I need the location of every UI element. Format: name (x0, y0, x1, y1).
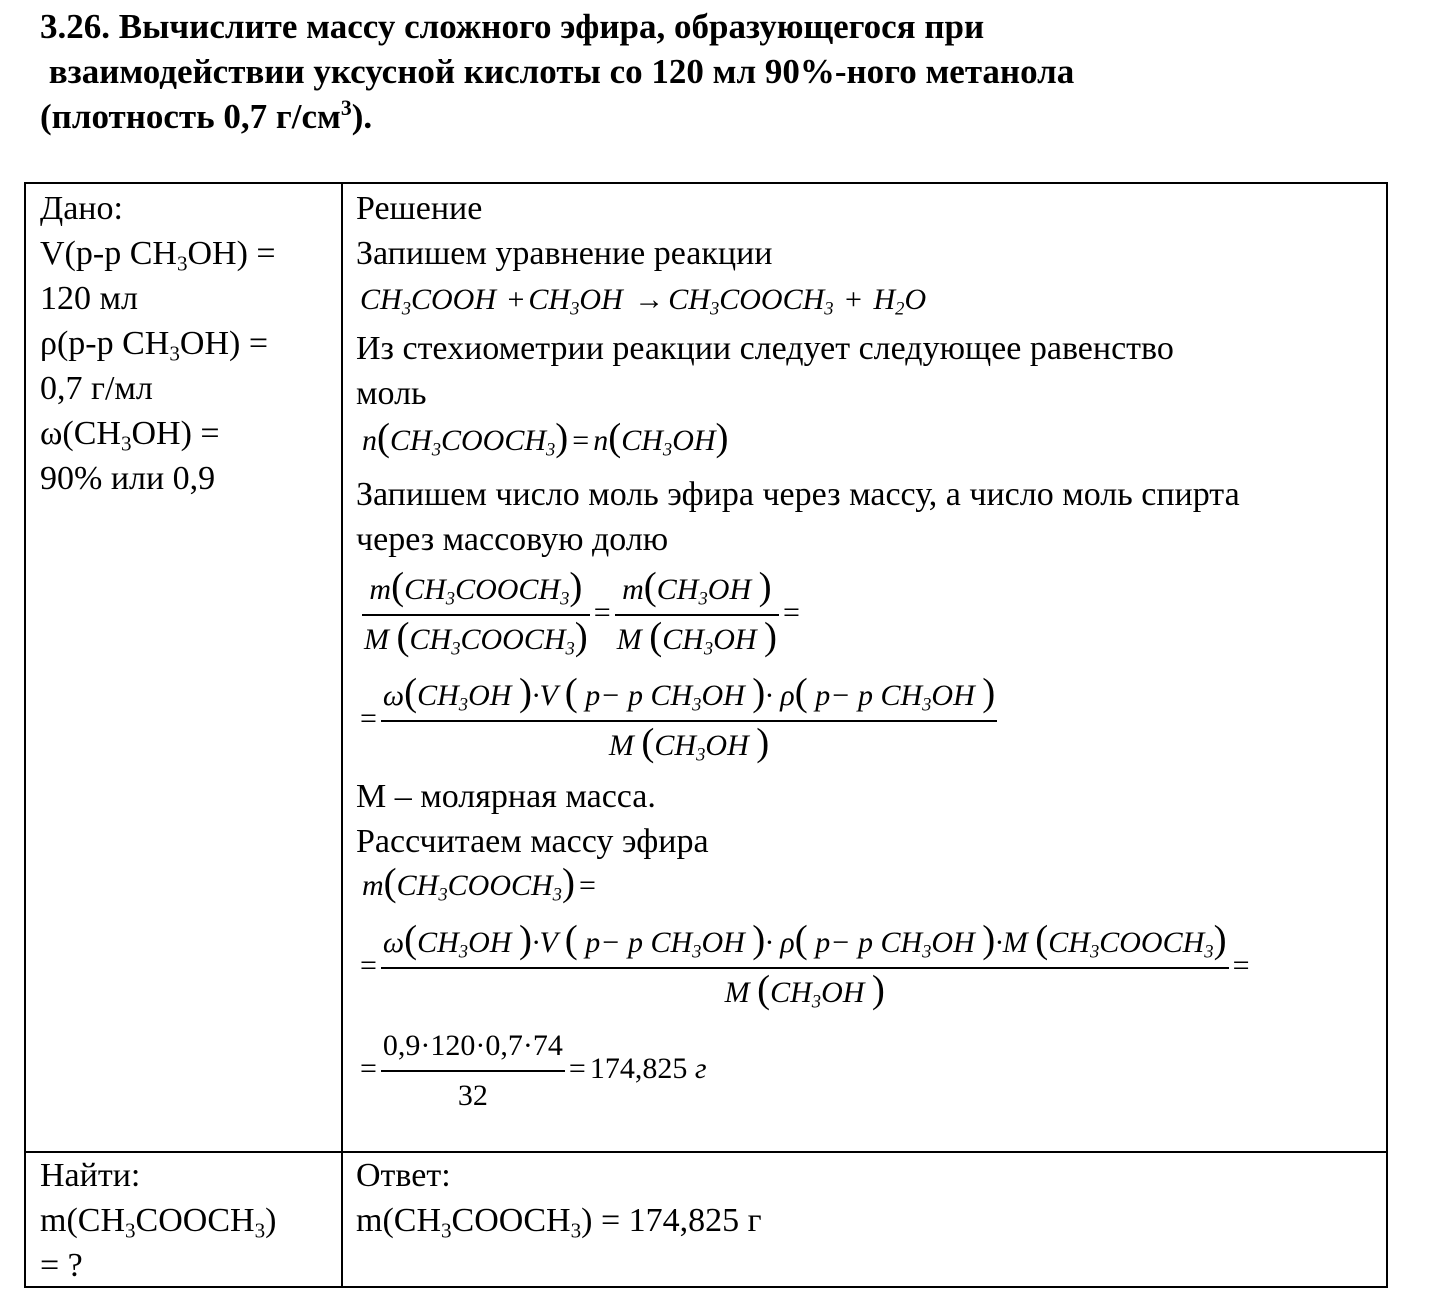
given-fraction-value: 90% или 0,9 (40, 460, 216, 497)
find-question: = ? (40, 1247, 83, 1284)
numeric-unit: г (694, 1051, 707, 1085)
given-density-value: 0,7 г/мл (40, 370, 153, 407)
solution-table (24, 182, 1388, 1288)
problem-line-3: (плотность 0,7 $г/см^3$). (40, 95, 373, 136)
given-header: Дано: (40, 190, 123, 227)
column-divider (341, 184, 343, 1286)
express-text-2: через массовую долю (356, 521, 669, 558)
reaction-intro: Запишем уравнение реакции (356, 235, 773, 272)
numeric-denominator: 32 (457, 1079, 488, 1112)
given-fraction: $\omega(CH_3OH)$ = (40, 415, 220, 456)
given-density: ρ(р-р $CH_3OH$) = (40, 325, 268, 366)
answer-value: $m(CH_3COOCH_3) = 174,825$ г (356, 1202, 762, 1243)
find-target: $m(CH_3COOCH_3)$ (40, 1202, 277, 1243)
stoich-text-2: моль (356, 375, 427, 412)
find-header: Найти: (40, 1157, 141, 1194)
mole-equality: $n(CH_3COOCH_3) = n(CH_3OH)$ (362, 416, 729, 461)
molar-mass-definition: M – молярная масса. (356, 778, 656, 815)
mass-molar-ratio-equation: $\frac{m(CH_3COOCH_3)}{M (CH_3COOCH_3)}$ = $\frac{m(CH_3OH )}{M (CH_3OH )}$ = (364, 565, 800, 660)
solution-header: Решение (356, 190, 483, 227)
answer-header: Ответ: (356, 1157, 451, 1194)
calc-intro: Рассчитаем массу эфира (356, 823, 709, 860)
problem-line-2: взаимодействии уксусной кислоты со 120 мл 90%-ного метанола (48, 52, 1075, 91)
ester-mass-formula: = $\frac{\omega(CH_3OH )\cdot V ( p- p CH_3OH )\cdot \rho( p- p CH_3OH )\cdot M (CH_3COOCH_3)}{M (CH_3OH )}$ = (360, 918, 1250, 1013)
answer-cell (356, 1153, 1376, 1243)
express-text-1: Запишем число моль эфира через массу, а число моль спирта (356, 476, 1240, 513)
expanded-fraction-equation: = $\frac{\omega(CH_3OH )\cdot V ( p- p CH_3OH )\cdot \rho( p- p CH_3OH )}{M (CH_3OH )}$ (360, 671, 996, 766)
numeric-calculation: = $\frac{0,9\cdot 120\cdot 0,7\cdot 74}{32}$ = 174,825 г (356, 1022, 707, 1120)
given-volume: V(р-р $CH_3OH$) = (40, 235, 276, 276)
problem-statement (40, 4, 1420, 139)
reaction-equation: $CH_3COOH + CH_3OH$ → $CH_3COOCH_3 + H_2O$ (360, 283, 927, 320)
problem-line-1: 3.26. Вычислите массу сложного эфира, образующегося при (40, 7, 985, 46)
find-cell (40, 1153, 330, 1288)
numeric-result: 174,825 (589, 1051, 688, 1085)
stoich-text-1: Из стехиометрии реакции следует следующее равенство (356, 330, 1174, 367)
numeric-numerator: 0,9·120·0,7·74 (381, 1022, 565, 1072)
given-cell (40, 186, 330, 501)
given-volume-value: 120 мл (40, 280, 138, 317)
ester-mass-lhs: $m(CH_3COOCH_3)$ = (362, 861, 596, 906)
solution-cell (356, 186, 1376, 1146)
